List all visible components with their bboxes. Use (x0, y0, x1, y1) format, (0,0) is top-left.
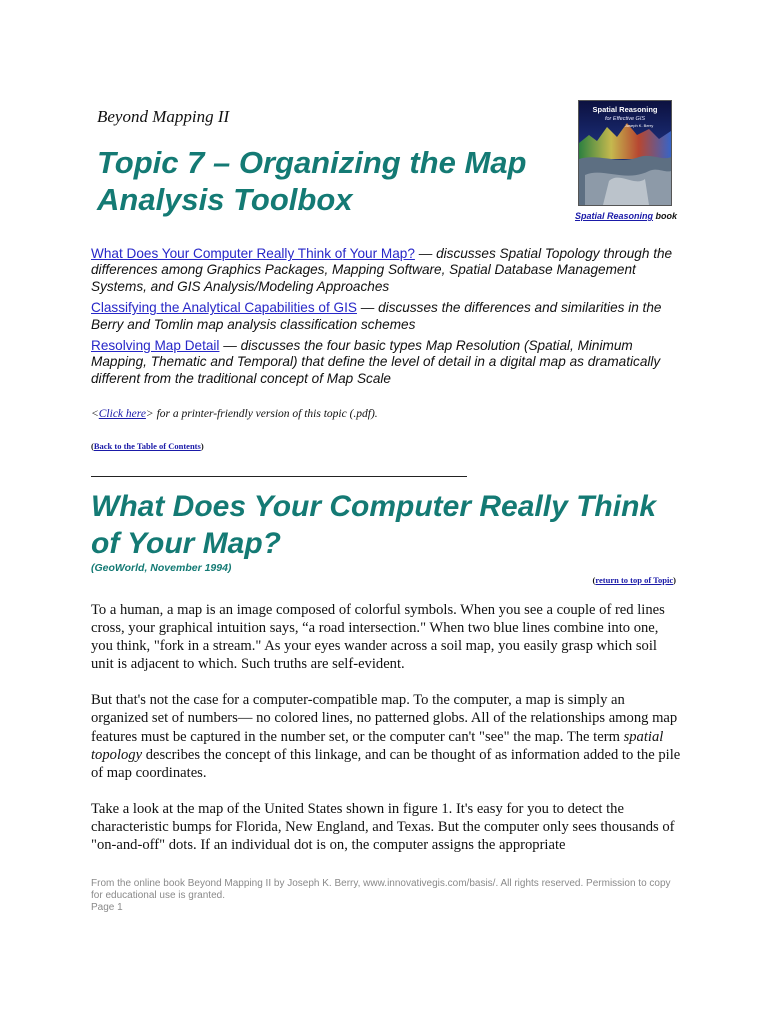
book-cover-title: Spatial Reasoning (592, 105, 658, 114)
paren: ( (91, 441, 94, 451)
topic-description: — discusses Spatial Topology through the differences among Graphics Packages, Mapping Software, Spatial Database Management Systems, and GIS Analysis/Modeling Approaches (91, 246, 673, 294)
topic-link[interactable]: Classifying the Analytical Capabilities of GIS (91, 300, 357, 316)
paren: ) (200, 441, 204, 451)
term-emphasis: spatial topology (91, 728, 664, 763)
bracket: < (91, 408, 99, 420)
topic-entry (91, 246, 687, 295)
book-cover-author: Joseph K. Berry (624, 123, 654, 128)
page-number: Page 1 (91, 902, 123, 913)
printer-note-text: for a printer-friendly version of this topic (.pdf). (153, 408, 378, 420)
paragraph: To a human, a map is an image composed of colorful symbols. When you see a couple of red lines cross, your graphical intuition says, “a road intersection." When two blue lines combine into one, you think, "fork in a stream." As your eyes wander across a soil map, you easily grasp which soil unit is adjacent to which. Such truths are self-evident. (91, 602, 665, 673)
topic-entry (91, 300, 687, 333)
topic-description: — discusses the four basic types Map Resolution (Spatial, Minimum Mapping, Thematic and Temporal) that define the level of detail in a digital map as dramatically different from the traditional concept of Map Scale (91, 338, 661, 386)
section-divider (91, 476, 467, 477)
book-cover-subtitle: for Effective GIS (604, 116, 646, 122)
footer-copyright: From the online book Beyond Mapping II by Joseph K. Berry, www.innovativegis.com/basis/. All rights reserved. Permission to copy for educational use is granted. (91, 878, 671, 901)
topic-description: — discusses the differences and similarities in the Berry and Tomlin map analysis classification schemes (91, 300, 662, 332)
spatial-reasoning-link[interactable]: Spatial Reasoning (574, 211, 654, 221)
return-to-top (593, 575, 676, 585)
series-title: Beyond Mapping II (97, 107, 230, 126)
printer-friendly-note (91, 408, 378, 420)
article-body (91, 601, 681, 872)
topic-title: Topic 7 – Organizing the Map Analysis Toolbox (97, 145, 527, 217)
paragraph-text: describes the concept of this linkage, and can be thought of as information added to the pile of map coordinates. (91, 746, 681, 781)
bracket: > (145, 408, 154, 420)
book-caption (566, 211, 686, 221)
topic-link[interactable]: Resolving Map Detail (91, 338, 220, 354)
book-cover-image[interactable] (578, 100, 672, 206)
click-here-link[interactable]: Click here (98, 408, 146, 420)
paragraph: Take a look at the map of the United States shown in figure 1. It's easy for you to detect the characteristic bumps for Florida, New England, and Texas. But the computer only sees thousands of "on-and-off" dots. If an individual dot is on, the computer assigns the appropriate (91, 800, 675, 854)
toc-link[interactable]: Back to the Table of Contents (93, 441, 201, 451)
page-footer (91, 878, 681, 914)
back-to-toc (91, 441, 204, 451)
topic-list (91, 246, 687, 392)
paren: ) (673, 575, 676, 585)
return-top-link[interactable]: return to top of Topic (595, 575, 674, 585)
paren: ( (592, 575, 596, 585)
book-cover-art (579, 101, 671, 205)
paragraph (91, 691, 681, 781)
topic-link[interactable]: What Does Your Computer Really Think of Your Map? (91, 246, 415, 261)
paragraph-text: But that's not the case for a computer-compatible map. To the computer, a map is simply an organized set of numbers— no colored lines, no patterned globs. All of the relationships among map features must be captured in the number set, or the computer can't "see" the map. The term (91, 692, 678, 745)
topic-entry (91, 338, 687, 387)
book-caption-suffix: book (653, 211, 678, 221)
article-source: (GeoWorld, November 1994) (91, 562, 232, 574)
article-title: What Does Your Computer Really Think of Your Map? (91, 490, 657, 560)
